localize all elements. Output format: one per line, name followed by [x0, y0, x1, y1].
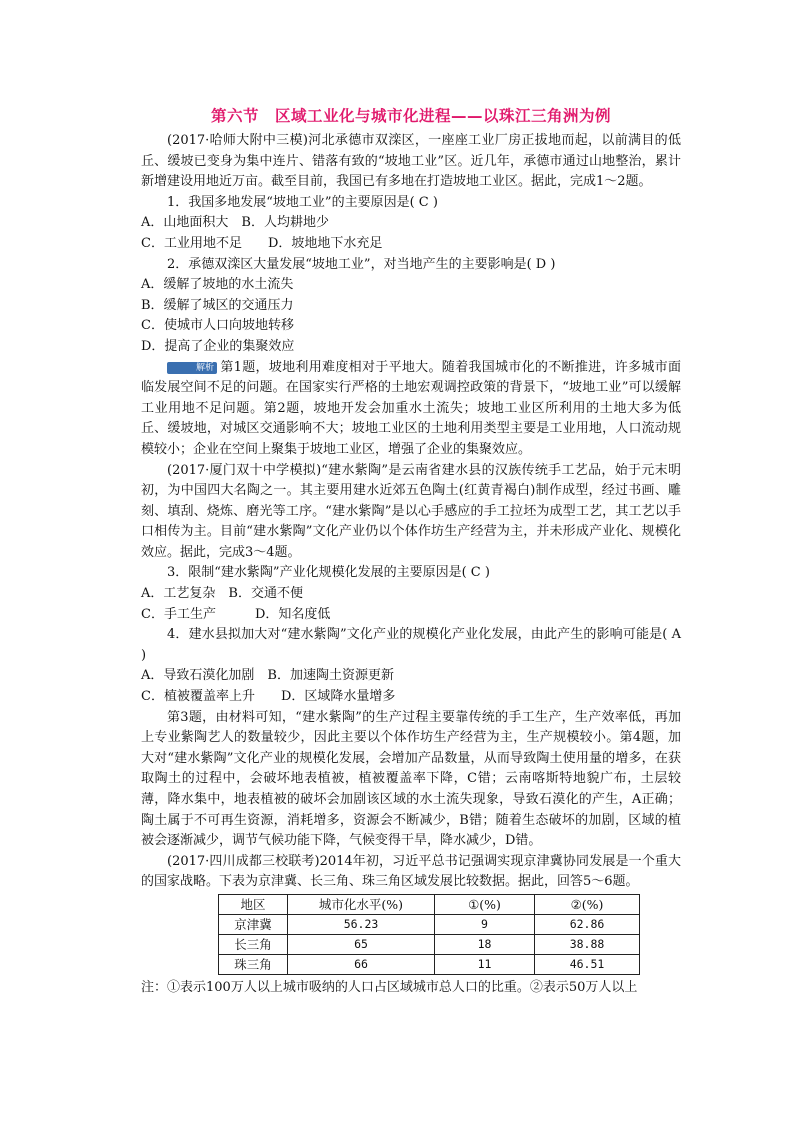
table-header: 城市化水平(%): [288, 894, 435, 914]
question-3-options-cd: C．手工生产 D．知名度低: [141, 606, 331, 622]
table-cell: 38.88: [535, 934, 640, 954]
question-4-options-cd: C．植被覆盖率上升 D．区域降水量增多: [141, 689, 396, 705]
table-cell: 珠三角: [219, 954, 288, 974]
question-1-options-ab: A．山地面积大 B．人均耕地少: [141, 215, 329, 231]
table-cell: 62.86: [535, 914, 640, 934]
question-1-options-cd: C．工业用地不足 D．坡地地下水充足: [141, 235, 383, 251]
question-4: 4．建水县拟加大对“建水紫陶”文化产业的规模化产业化发展，由此产生的影响可能是( A ): [141, 627, 681, 663]
table-row: [219, 934, 640, 954]
question-2: 2．承德双滦区大量发展“坡地工业”，对当地产生的主要影响是( D ): [167, 256, 556, 272]
document-page: [141, 104, 681, 999]
table-cell: 66: [288, 954, 435, 974]
question-2-option-b: B．缓解了城区的交通压力: [141, 297, 294, 313]
table-header-row: [219, 894, 640, 914]
passage-2: (2017·厦门双十中学模拟)“建水紫陶”是云南省建水县的汉族传统手工艺品，始于元末明初，为中国四大名陶之一。其主要用建水近郊五色陶土(红黄青褐白)制作成型，经过书画、雕刻、填刮、烧炼、磨光等工序。“建水紫陶”是以心手感应的手工拉坯为成型工艺，其工艺以手口相传为主。目前“建水紫陶”文化产业仍以个体作坊生产经营为主，并未形成产业化、规模化效应。据此，完成3～4题。: [141, 462, 681, 560]
analysis-1-2: [141, 358, 681, 461]
table-header: 地区: [219, 894, 288, 914]
table-cell: 9: [435, 914, 535, 934]
table-cell: 46.51: [535, 954, 640, 974]
table-header: ①(%): [435, 894, 535, 914]
table-note: 注：①表示100万人以上城市吸纳的人口占区域城市总人口的比重。②表示50万人以上: [141, 979, 638, 995]
page-title: 第六节 区域工业化与城市化进程——以珠江三角洲为例: [210, 107, 611, 125]
passage-3: (2017·四川成都三校联考)2014年初，习近平总书记强调实现京津冀协同发展是一个重大的国家战略。下表为京津冀、长三角、珠三角区域发展比较数据。据此，回答5～6题。: [141, 853, 681, 890]
question-2-option-d: D．提高了企业的集聚效应: [141, 338, 295, 354]
analysis-tag: 解析: [167, 362, 217, 374]
question-4-options-ab: A．导致石漠化加剧 B．加速陶土资源更新: [141, 668, 394, 684]
question-3-options-ab: A．工艺复杂 B．交通不便: [141, 586, 303, 602]
question-3: 3．限制“建水紫陶”产业化规模化发展的主要原因是( C ): [167, 565, 490, 581]
table-cell: 11: [435, 954, 535, 974]
table-cell: 京津冀: [219, 914, 288, 934]
table-cell: 18: [435, 934, 535, 954]
table-row: [219, 954, 640, 974]
analysis-3-4: 第3题，由材料可知，“建水紫陶”的生产过程主要靠传统的手工生产，生产效率低，再加上专业紫陶艺人的数量较少，因此主要以个体作坊生产经营为主，生产规模较小。第4题，加大对“建水紫陶”文化产业的规模化发展，会增加产品数量，从而导致陶土使用量的增多，在获取陶土的过程中，会破坏地表植被，植被覆盖率下降，C错；云南喀斯特地貌广布，土层较薄，降水集中，地表植被的破坏会加剧该区域的水土流失现象，导致石漠化的产生，A正确；陶土属于不可再生资源，消耗增多，资源会不断减少，B错；随着生态破坏的加剧，区域的植被会逐渐减少，调节气候功能下降，气候变得干旱，降水减少，D错。: [141, 709, 681, 849]
question-2-option-a: A．缓解了坡地的水土流失: [141, 277, 294, 293]
region-comparison-table: [218, 894, 640, 975]
question-1: 1．我国多地发展“坡地工业”的主要原因是( C ): [167, 194, 438, 210]
analysis-1-2-text: 第1题，坡地利用难度相对于平地大。随着我国城市化的不断推进，许多城市面临发展空间不足的问题。在国家实行严格的土地宏观调控政策的背景下，“坡地工业”可以缓解工业用地不足问题。第2题，坡地开发会加重水土流失；坡地工业区所利用的土地大多为低丘、缓坡地，对城区交通影响不大；坡地工业区的土地利用类型主要是工业用地，人口流动规模较小；企业在空间上聚集于坡地工业区，增强了企业的集聚效应。: [141, 359, 681, 457]
passage-1: (2017·哈师大附中三模)河北承德市双滦区，一座座工业厂房正拔地而起，以前满目的低丘、缓坡已变身为集中连片、错落有致的“坡地工业”区。近几年，承德市通过山地整治，累计新增建设用地近万亩。截至目前，我国已有多地在打造坡地工业区。据此，完成1～2题。: [141, 133, 681, 190]
table-cell: 65: [288, 934, 435, 954]
table-cell: 56.23: [288, 914, 435, 934]
table-header: ②(%): [535, 894, 640, 914]
table-row: [219, 914, 640, 934]
table-cell: 长三角: [219, 934, 288, 954]
question-2-option-c: C．使城市人口向坡地转移: [141, 318, 294, 334]
